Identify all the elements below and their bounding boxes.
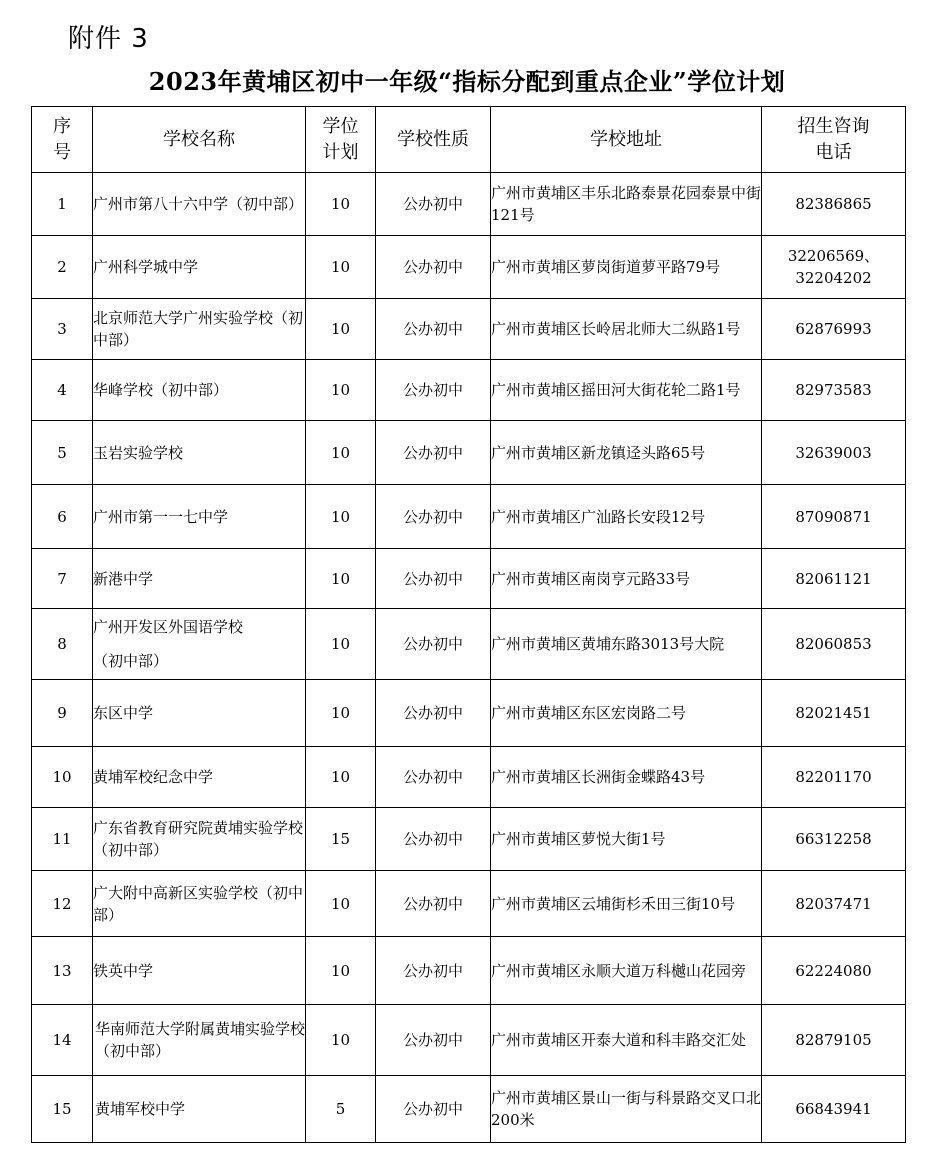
row-no: 2 [32,236,93,299]
school-type: 公办初中 [376,1076,491,1143]
document-title: 2023年黄埔区初中一年级“指标分配到重点企业”学位计划 [148,67,786,96]
row-no: 15 [32,1076,93,1143]
school-name: 广州开发区外国语学校 （初中部） [93,609,306,680]
row-no: 6 [32,485,93,549]
consult-tel: 82879105 [762,1005,906,1076]
school-name: 东区中学 [93,680,306,747]
school-type: 公办初中 [376,609,491,680]
school-address: 广州市黄埔区摇田河大街花轮二路1号 [491,360,762,421]
school-address: 广州市黄埔区景山一街与科景路交叉口北200米 [491,1076,762,1143]
school-address: 广州市黄埔区长岭居北师大二纵路1号 [491,299,762,360]
table-row [32,549,906,609]
school-type: 公办初中 [376,549,491,609]
row-no: 3 [32,299,93,360]
school-address: 广州市黄埔区黄埔东路3013号大院 [491,609,762,680]
school-address: 广州市黄埔区广汕路长安段12号 [491,485,762,549]
consult-tel: 62224080 [762,937,906,1005]
school-type: 公办初中 [376,1005,491,1076]
school-name: 广东省教育研究院黄埔实验学校（初中部） [93,808,306,871]
school-name: 广州科学城中学 [93,236,306,299]
row-no: 4 [32,360,93,421]
row-no: 12 [32,871,93,937]
school-name: 铁英中学 [93,937,306,1005]
row-no: 7 [32,549,93,609]
consult-tel: 66312258 [762,808,906,871]
row-no: 13 [32,937,93,1005]
table-row [32,937,906,1005]
plan-count: 10 [306,360,376,421]
consult-tel: 82061121 [762,549,906,609]
school-type: 公办初中 [376,808,491,871]
school-address: 广州市黄埔区长洲街金蝶路43号 [491,747,762,808]
plan-count: 10 [306,173,376,236]
consult-tel: 82386865 [762,173,906,236]
school-address: 广州市黄埔区新龙镇迳头路65号 [491,421,762,485]
school-type: 公办初中 [376,937,491,1005]
plan-count: 10 [306,937,376,1005]
header-tel: 招生咨询 电话 [762,107,906,173]
consult-tel: 82201170 [762,747,906,808]
consult-tel: 66843941 [762,1076,906,1143]
table-row [32,871,906,937]
school-type: 公办初中 [376,236,491,299]
plan-count: 10 [306,236,376,299]
header-school-name: 学校名称 [93,107,306,173]
admission-plan-table [31,106,906,1143]
school-address: 广州市黄埔区开泰大道和科丰路交汇处 [491,1005,762,1076]
plan-count: 10 [306,609,376,680]
consult-tel: 82973583 [762,360,906,421]
school-type: 公办初中 [376,485,491,549]
header-address: 学校地址 [491,107,762,173]
school-type: 公办初中 [376,173,491,236]
school-address: 广州市黄埔区丰乐北路泰景花园泰景中街121号 [491,173,762,236]
consult-tel: 82037471 [762,871,906,937]
school-name: 黄埔军校中学 [93,1076,306,1143]
school-address: 广州市黄埔区永顺大道万科樾山花园旁 [491,937,762,1005]
plan-count: 10 [306,421,376,485]
table-row [32,360,906,421]
plan-count: 15 [306,808,376,871]
school-address: 广州市黄埔区萝岗街道萝平路79号 [491,236,762,299]
consult-tel: 87090871 [762,485,906,549]
plan-count: 10 [306,871,376,937]
school-name: 华峰学校（初中部） [93,360,306,421]
table-row [32,421,906,485]
header-no: 序 号 [32,107,93,173]
header-type: 学校性质 [376,107,491,173]
table-row [32,808,906,871]
school-name: 玉岩实验学校 [93,421,306,485]
school-type: 公办初中 [376,680,491,747]
table-row [32,1005,906,1076]
table-row [32,299,906,360]
consult-tel: 82060853 [762,609,906,680]
plan-count: 10 [306,549,376,609]
school-address: 广州市黄埔区云埔街杉禾田三街10号 [491,871,762,937]
school-name: 新港中学 [93,549,306,609]
plan-count: 10 [306,299,376,360]
plan-count: 10 [306,680,376,747]
table-row [32,747,906,808]
row-no: 14 [32,1005,93,1076]
school-name: 黄埔军校纪念中学 [93,747,306,808]
school-address: 广州市黄埔区东区宏岗路二号 [491,680,762,747]
school-type: 公办初中 [376,747,491,808]
school-type: 公办初中 [376,421,491,485]
consult-tel: 82021451 [762,680,906,747]
table-row [32,236,906,299]
table-header-row [32,107,906,173]
table-row [32,680,906,747]
school-name: 广州市第八十六中学（初中部） [93,173,306,236]
header-plan: 学位 计划 [306,107,376,173]
table-row [32,173,906,236]
annex-label: 附件 3 [68,24,149,54]
row-no: 5 [32,421,93,485]
plan-count: 10 [306,1005,376,1076]
consult-tel: 32206569、 32204202 [762,236,906,299]
consult-tel: 32639003 [762,421,906,485]
row-no: 8 [32,609,93,680]
row-no: 11 [32,808,93,871]
plan-count: 10 [306,485,376,549]
school-address: 广州市黄埔区南岗亨元路33号 [491,549,762,609]
school-name: 北京师范大学广州实验学校（初中部） [93,299,306,360]
row-no: 9 [32,680,93,747]
table-row [32,609,906,680]
school-name: 广州市第一一七中学 [93,485,306,549]
plan-count: 10 [306,747,376,808]
school-type: 公办初中 [376,871,491,937]
school-type: 公办初中 [376,299,491,360]
school-address: 广州市黄埔区萝悦大街1号 [491,808,762,871]
row-no: 1 [32,173,93,236]
school-name: 广大附中高新区实验学校（初中部） [93,871,306,937]
table-row [32,1076,906,1143]
table-row [32,485,906,549]
row-no: 10 [32,747,93,808]
consult-tel: 62876993 [762,299,906,360]
school-name: 华南师范大学附属黄埔实验学校（初中部） [93,1005,306,1076]
school-type: 公办初中 [376,360,491,421]
plan-count: 5 [306,1076,376,1143]
